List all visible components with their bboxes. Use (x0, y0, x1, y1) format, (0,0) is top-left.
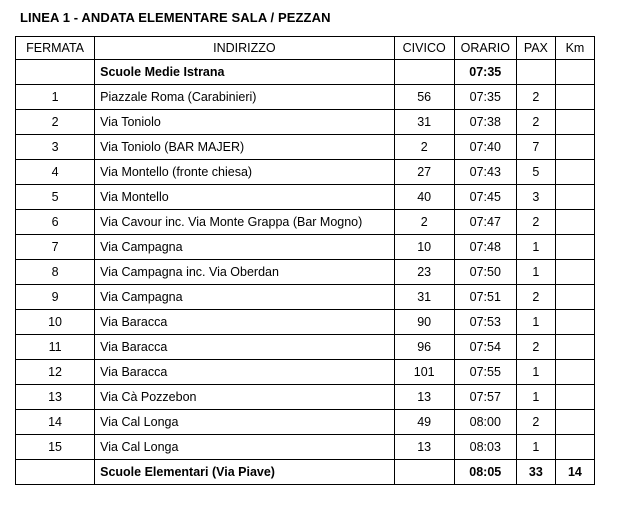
cell-orario: 07:54 (454, 335, 516, 360)
cell-civico: 10 (394, 235, 454, 260)
cell-civico: 90 (394, 310, 454, 335)
cell-orario: 07:38 (454, 110, 516, 135)
cell-orario: 07:55 (454, 360, 516, 385)
cell-indirizzo: Via Cà Pozzebon (95, 385, 395, 410)
cell-fermata: 8 (16, 260, 95, 285)
header-indirizzo: INDIRIZZO (95, 37, 395, 60)
cell-civico: 27 (394, 160, 454, 185)
table-row (16, 85, 595, 110)
cell-km (555, 435, 594, 460)
header-km: Km (555, 37, 594, 60)
cell-pax-total: 33 (516, 460, 555, 485)
cell-km (555, 210, 594, 235)
table-row (16, 235, 595, 260)
table-row (16, 210, 595, 235)
table-row (16, 410, 595, 435)
cell-civico (394, 460, 454, 485)
cell-fermata: 10 (16, 310, 95, 335)
cell-pax: 5 (516, 160, 555, 185)
cell-indirizzo: Via Montello (fronte chiesa) (95, 160, 395, 185)
cell-orario: 07:35 (454, 85, 516, 110)
cell-fermata: 11 (16, 335, 95, 360)
table-row (16, 310, 595, 335)
cell-pax: 2 (516, 110, 555, 135)
cell-indirizzo: Via Cavour inc. Via Monte Grappa (Bar Mogno) (95, 210, 395, 235)
cell-civico: 13 (394, 435, 454, 460)
cell-pax: 1 (516, 235, 555, 260)
cell-km (555, 385, 594, 410)
cell-km (555, 285, 594, 310)
cell-pax: 7 (516, 135, 555, 160)
cell-fermata: 7 (16, 235, 95, 260)
table-row (16, 185, 595, 210)
cell-indirizzo: Via Cal Longa (95, 410, 395, 435)
cell-indirizzo: Via Campagna (95, 235, 395, 260)
table-row (16, 435, 595, 460)
cell-km (555, 260, 594, 285)
cell-km (555, 335, 594, 360)
cell-indirizzo: Via Baracca (95, 360, 395, 385)
cell-pax (516, 60, 555, 85)
table-row (16, 335, 595, 360)
table-row (16, 285, 595, 310)
cell-indirizzo: Scuole Medie Istrana (95, 60, 395, 85)
cell-fermata: 2 (16, 110, 95, 135)
table-row (16, 135, 595, 160)
cell-civico: 13 (394, 385, 454, 410)
header-fermata: FERMATA (16, 37, 95, 60)
header-pax: PAX (516, 37, 555, 60)
cell-km-total: 14 (555, 460, 594, 485)
cell-km (555, 185, 594, 210)
cell-orario: 08:00 (454, 410, 516, 435)
table-row (16, 260, 595, 285)
cell-civico: 49 (394, 410, 454, 435)
cell-civico: 2 (394, 210, 454, 235)
cell-km (555, 110, 594, 135)
cell-pax: 3 (516, 185, 555, 210)
cell-pax: 2 (516, 335, 555, 360)
cell-indirizzo: Via Campagna inc. Via Oberdan (95, 260, 395, 285)
header-civico: CIVICO (394, 37, 454, 60)
cell-fermata: 14 (16, 410, 95, 435)
cell-km (555, 410, 594, 435)
document-title: LINEA 1 - ANDATA ELEMENTARE SALA / PEZZAN (20, 10, 331, 25)
cell-civico: 31 (394, 285, 454, 310)
cell-indirizzo: Via Baracca (95, 335, 395, 360)
table-row-destination (16, 460, 595, 485)
cell-civico: 23 (394, 260, 454, 285)
cell-pax: 2 (516, 210, 555, 235)
cell-indirizzo: Scuole Elementari (Via Piave) (95, 460, 395, 485)
cell-orario: 07:35 (454, 60, 516, 85)
cell-pax: 1 (516, 260, 555, 285)
cell-orario: 07:45 (454, 185, 516, 210)
cell-indirizzo: Via Montello (95, 185, 395, 210)
cell-fermata: 5 (16, 185, 95, 210)
cell-fermata: 6 (16, 210, 95, 235)
cell-orario: 07:43 (454, 160, 516, 185)
cell-civico (394, 60, 454, 85)
cell-fermata: 12 (16, 360, 95, 385)
cell-km (555, 135, 594, 160)
cell-orario: 07:51 (454, 285, 516, 310)
cell-pax: 2 (516, 285, 555, 310)
cell-fermata: 13 (16, 385, 95, 410)
cell-indirizzo: Via Toniolo (95, 110, 395, 135)
cell-indirizzo: Via Campagna (95, 285, 395, 310)
route-table (15, 36, 595, 485)
cell-km (555, 235, 594, 260)
cell-civico: 2 (394, 135, 454, 160)
header-orario: ORARIO (454, 37, 516, 60)
cell-fermata (16, 60, 95, 85)
cell-orario: 07:50 (454, 260, 516, 285)
table-row (16, 160, 595, 185)
cell-civico: 101 (394, 360, 454, 385)
cell-pax: 1 (516, 435, 555, 460)
cell-km (555, 310, 594, 335)
cell-civico: 96 (394, 335, 454, 360)
cell-orario: 07:47 (454, 210, 516, 235)
cell-orario: 07:57 (454, 385, 516, 410)
cell-pax: 2 (516, 85, 555, 110)
cell-civico: 40 (394, 185, 454, 210)
cell-orario: 07:40 (454, 135, 516, 160)
cell-fermata: 15 (16, 435, 95, 460)
cell-pax: 2 (516, 410, 555, 435)
cell-km (555, 85, 594, 110)
cell-orario: 08:05 (454, 460, 516, 485)
cell-civico: 31 (394, 110, 454, 135)
table-row (16, 360, 595, 385)
cell-fermata: 9 (16, 285, 95, 310)
cell-orario: 07:53 (454, 310, 516, 335)
cell-orario: 08:03 (454, 435, 516, 460)
cell-indirizzo: Piazzale Roma (Carabinieri) (95, 85, 395, 110)
table-header-row (16, 37, 595, 60)
cell-indirizzo: Via Cal Longa (95, 435, 395, 460)
cell-pax: 1 (516, 360, 555, 385)
table-row (16, 110, 595, 135)
cell-km (555, 160, 594, 185)
cell-km (555, 60, 594, 85)
cell-indirizzo: Via Baracca (95, 310, 395, 335)
cell-fermata: 1 (16, 85, 95, 110)
cell-indirizzo: Via Toniolo (BAR MAJER) (95, 135, 395, 160)
cell-fermata: 3 (16, 135, 95, 160)
table-row (16, 385, 595, 410)
table-row-origin (16, 60, 595, 85)
cell-pax: 1 (516, 310, 555, 335)
cell-fermata (16, 460, 95, 485)
cell-km (555, 360, 594, 385)
cell-orario: 07:48 (454, 235, 516, 260)
cell-fermata: 4 (16, 160, 95, 185)
cell-pax: 1 (516, 385, 555, 410)
cell-civico: 56 (394, 85, 454, 110)
